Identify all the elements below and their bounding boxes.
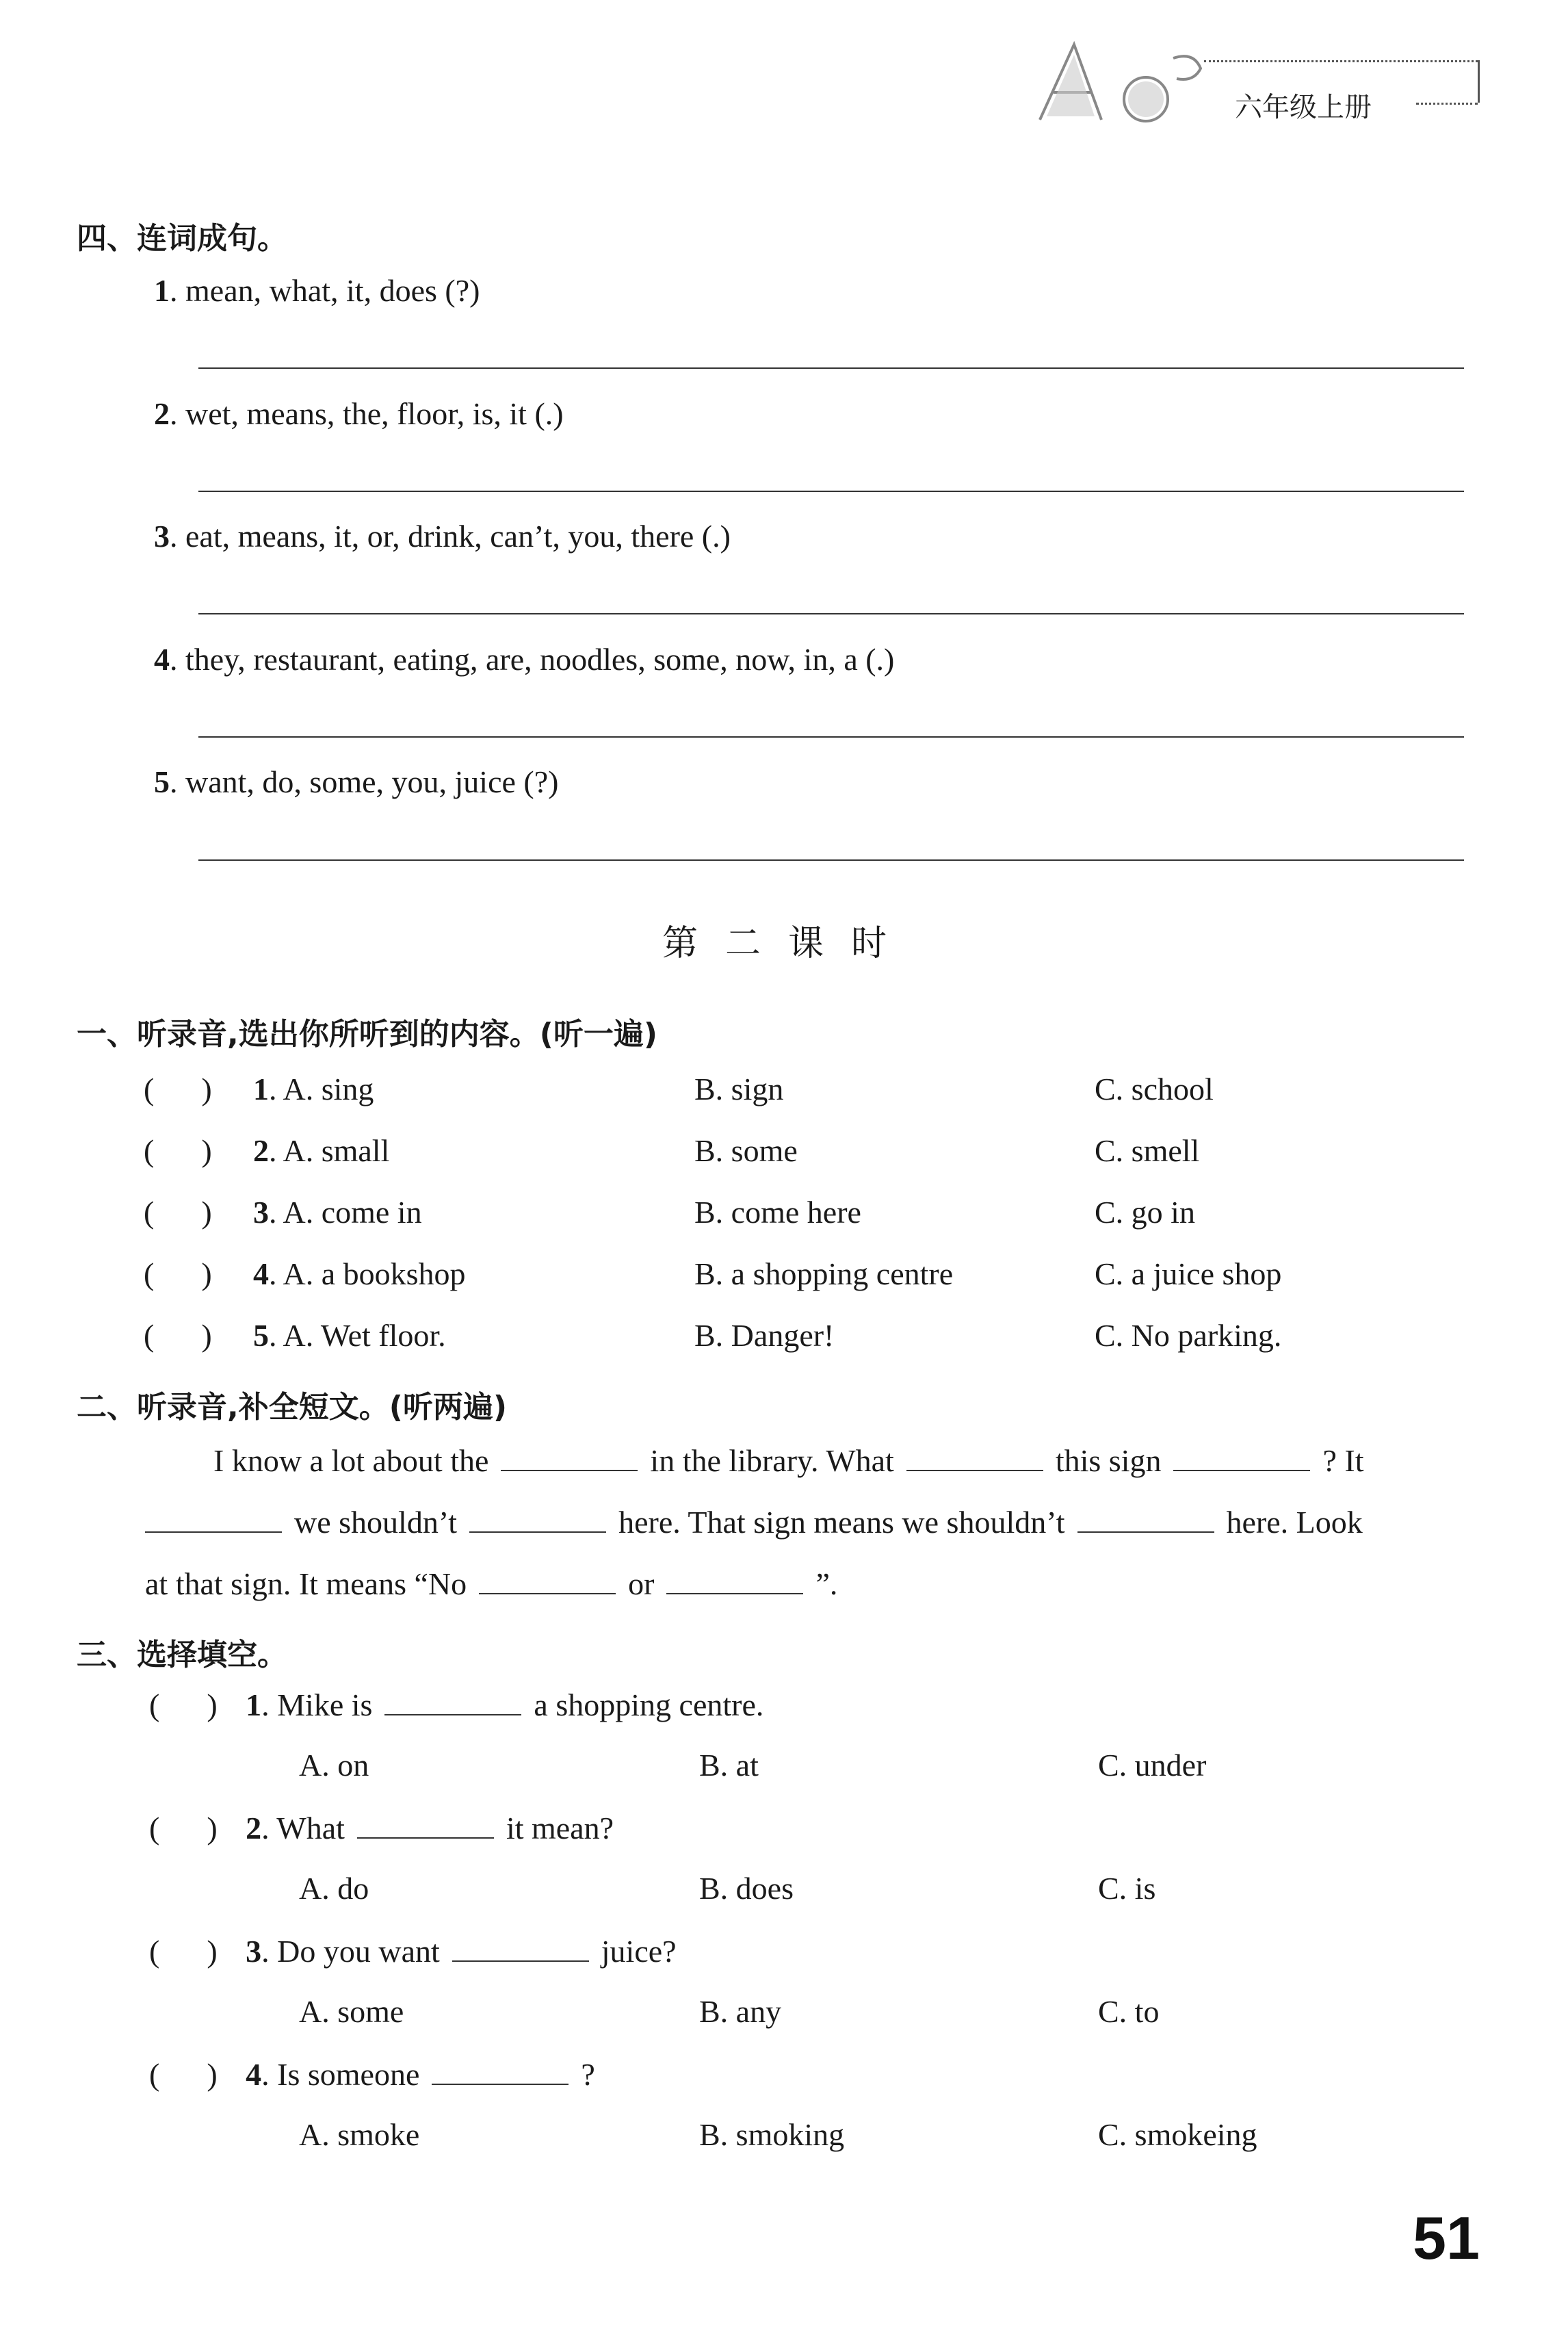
- p2-line-1: [213, 1442, 1363, 1479]
- p1-row-2: [144, 1132, 1478, 1174]
- p3-post-1: a shopping centre.: [534, 1687, 764, 1722]
- s4-item-3: [154, 518, 731, 554]
- s4-answer-line-1[interactable]: [198, 367, 1464, 369]
- s4-answer-line-5[interactable]: [198, 859, 1464, 861]
- p3-options-3: [299, 1993, 1462, 2034]
- p2-l2-s3: here. Look: [1226, 1505, 1363, 1540]
- s4-item-5-text: . want, do, some, you, juice (?): [170, 764, 559, 799]
- p3-answer-paren-1[interactable]: ( ): [149, 1687, 218, 1722]
- p3-answer-paren-4[interactable]: ( ): [149, 2057, 218, 2092]
- part2-title: 二、听录音,补全短文。(听两遍): [77, 1390, 507, 1425]
- p1-question-1: 1. A. sing: [253, 1072, 374, 1106]
- p3-pre-4: . Is someone: [261, 2057, 420, 2092]
- p3-options-2: [299, 1870, 1462, 1911]
- p3-question-3: [149, 1933, 677, 1969]
- header-dotted-line: [1204, 60, 1478, 62]
- p2-blank-8[interactable]: [666, 1566, 803, 1594]
- p1-opt-b-4: B. a shopping centre: [694, 1256, 954, 1291]
- p1-row-4: [144, 1256, 1478, 1297]
- p1-question-4: 4. A. a bookshop: [253, 1256, 466, 1291]
- p3-question-1: [149, 1687, 763, 1723]
- p1-opt-b-2: B. some: [694, 1133, 798, 1168]
- s4-answer-line-4[interactable]: [198, 736, 1464, 738]
- s4-item-2: [154, 396, 564, 432]
- s4-item-5-num: 5: [154, 764, 170, 799]
- p1-opt-c-1: C. school: [1095, 1072, 1214, 1106]
- p2-l2-s1: we shouldn’t: [294, 1505, 458, 1540]
- p2-l1-s3: this sign: [1055, 1443, 1162, 1478]
- p3-pre-1: . Mike is: [261, 1687, 373, 1722]
- p2-l3-s3: ”.: [815, 1566, 838, 1601]
- p3-opt-a-2: A. do: [299, 1871, 369, 1906]
- p3-blank-2[interactable]: [357, 1810, 494, 1839]
- p1-opt-a-5: A. Wet floor.: [283, 1318, 446, 1353]
- p1-num-2: 2: [253, 1133, 269, 1168]
- p1-opt-c-2: C. smell: [1095, 1133, 1200, 1168]
- p3-opt-c-1: C. under: [1098, 1748, 1207, 1783]
- p3-opt-a-4: A. smoke: [299, 2117, 420, 2152]
- s4-item-4-num: 4: [154, 642, 170, 677]
- p3-opt-c-3: C. to: [1098, 1994, 1160, 2029]
- p1-answer-paren-3[interactable]: ( ): [144, 1195, 212, 1230]
- s4-item-2-text: . wet, means, the, floor, is, it (.): [170, 396, 564, 431]
- p3-post-2: it mean?: [506, 1811, 614, 1845]
- p1-opt-b-5: B. Danger!: [694, 1318, 835, 1353]
- p1-opt-a-4: A. a bookshop: [283, 1256, 466, 1291]
- p1-num-5: 5: [253, 1318, 269, 1353]
- p2-blank-3[interactable]: [1173, 1442, 1310, 1471]
- p1-row-3: [144, 1194, 1478, 1235]
- p1-opt-a-1: A. sing: [283, 1072, 374, 1106]
- p2-blank-7[interactable]: [479, 1566, 616, 1594]
- header-grade-label: 六年级上册: [1235, 92, 1372, 123]
- p1-num-1: 1: [253, 1072, 269, 1106]
- p3-opt-a-3: A. some: [299, 1994, 404, 2029]
- p2-blank-6[interactable]: [1077, 1504, 1214, 1533]
- p1-answer-paren-2[interactable]: ( ): [144, 1133, 212, 1168]
- p2-l1-s2: in the library. What: [650, 1443, 894, 1478]
- p1-row-1: [144, 1071, 1478, 1112]
- p1-opt-c-4: C. a juice shop: [1095, 1256, 1282, 1291]
- p2-l3-s2: or: [628, 1566, 655, 1601]
- p1-opt-b-3: B. come here: [694, 1195, 861, 1230]
- p2-blank-2[interactable]: [906, 1442, 1043, 1471]
- s4-item-5: [154, 764, 558, 800]
- p3-blank-1[interactable]: [384, 1687, 521, 1715]
- p3-blank-4[interactable]: [432, 2056, 569, 2085]
- s4-item-3-text: . eat, means, it, or, drink, can’t, you, there (.): [170, 519, 731, 554]
- p3-answer-paren-3[interactable]: ( ): [149, 1934, 218, 1969]
- s4-item-3-num: 3: [154, 519, 170, 554]
- p1-question-2: 2. A. small: [253, 1133, 390, 1168]
- p3-opt-a-1: A. on: [299, 1748, 369, 1783]
- p3-options-1: [299, 1747, 1462, 1788]
- s4-answer-line-3[interactable]: [198, 613, 1464, 614]
- p3-answer-paren-2[interactable]: ( ): [149, 1811, 218, 1845]
- p3-options-4: [299, 2116, 1462, 2158]
- header-logo: [1026, 27, 1225, 130]
- p1-answer-paren-1[interactable]: ( ): [144, 1072, 212, 1106]
- section4-title: 四、连词成句。: [77, 221, 287, 256]
- p3-opt-c-4: C. smokeing: [1098, 2117, 1257, 2152]
- p3-post-3: juice?: [601, 1934, 677, 1969]
- p2-blank-4[interactable]: [145, 1504, 282, 1533]
- s4-item-1: [154, 272, 480, 309]
- part1-title: 一、听录音,选出你所听到的内容。(听一遍): [77, 1017, 657, 1052]
- p3-num-3: 3: [246, 1934, 262, 1969]
- p3-opt-b-3: B. any: [699, 1994, 782, 2029]
- p3-question-4: [149, 2056, 595, 2093]
- s4-item-1-num: 1: [154, 273, 170, 308]
- p1-opt-a-3: A. come in: [283, 1195, 422, 1230]
- p3-pre-2: . What: [261, 1811, 345, 1845]
- p2-line-3: [145, 1566, 837, 1602]
- p1-opt-c-5: C. No parking.: [1095, 1318, 1282, 1353]
- p1-num-4: 4: [253, 1256, 269, 1291]
- p3-num-2: 2: [246, 1811, 262, 1845]
- p2-l1-s1: I know a lot about the: [213, 1443, 489, 1478]
- p2-line-2: [145, 1504, 1363, 1540]
- p3-question-2: [149, 1810, 614, 1846]
- s4-item-4-text: . they, restaurant, eating, are, noodles, some, now, in, a (.): [170, 642, 895, 677]
- p1-answer-paren-4[interactable]: ( ): [144, 1256, 212, 1291]
- header-right-tick: [1478, 60, 1480, 103]
- header-dotted-line-short: [1416, 103, 1478, 105]
- p3-opt-c-2: C. is: [1098, 1871, 1156, 1906]
- lesson-title: 第二课时: [662, 923, 915, 964]
- s4-item-2-num: 2: [154, 396, 170, 431]
- s4-item-1-text: . mean, what, it, does (?): [170, 273, 480, 308]
- s4-item-4: [154, 641, 894, 677]
- p1-row-5: [144, 1317, 1478, 1358]
- p2-blank-5[interactable]: [469, 1504, 606, 1533]
- part3-title: 三、选择填空。: [77, 1637, 287, 1672]
- p1-opt-c-3: C. go in: [1095, 1195, 1195, 1230]
- p3-num-4: 4: [246, 2057, 262, 2092]
- p2-l2-s2: here. That sign means we shouldn’t: [618, 1505, 1065, 1540]
- p1-question-3: 3. A. come in: [253, 1195, 422, 1230]
- p1-opt-a-2: A. small: [283, 1133, 390, 1168]
- p3-post-4: ?: [581, 2057, 595, 2092]
- p3-pre-3: . Do you want: [261, 1934, 440, 1969]
- page-number: 51: [1413, 2204, 1480, 2272]
- p3-opt-b-1: B. at: [699, 1748, 759, 1783]
- p2-l3-s1: at that sign. It means “No: [145, 1566, 467, 1601]
- p1-answer-paren-5[interactable]: ( ): [144, 1318, 212, 1353]
- p3-blank-3[interactable]: [452, 1933, 589, 1962]
- p2-l1-s4: ? It: [1322, 1443, 1364, 1478]
- s4-answer-line-2[interactable]: [198, 491, 1464, 492]
- p3-opt-b-2: B. does: [699, 1871, 794, 1906]
- p2-blank-1[interactable]: [501, 1442, 638, 1471]
- p3-num-1: 1: [246, 1687, 262, 1722]
- p1-num-3: 3: [253, 1195, 269, 1230]
- p1-opt-b-1: B. sign: [694, 1072, 784, 1106]
- p1-question-5: 5. A. Wet floor.: [253, 1318, 446, 1353]
- p3-opt-b-4: B. smoking: [699, 2117, 845, 2152]
